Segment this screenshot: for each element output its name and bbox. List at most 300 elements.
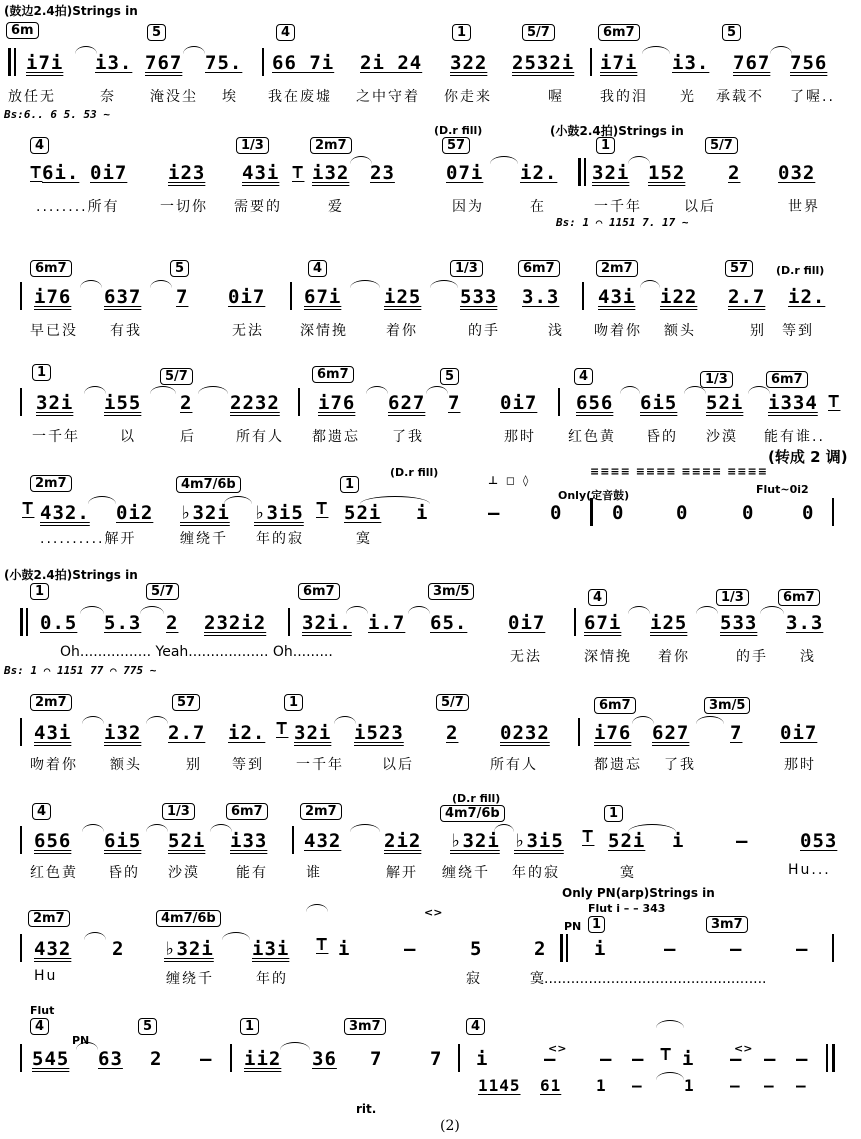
- tie-mark: [84, 932, 106, 940]
- tie-mark: [140, 606, 164, 614]
- note-group: 2: [150, 1048, 163, 1070]
- bottom-note: 1145: [478, 1076, 521, 1095]
- note-group: 52i: [344, 502, 382, 524]
- note-group: i76: [318, 392, 356, 414]
- note-group: 75.: [205, 52, 243, 74]
- bar-line: [262, 48, 264, 76]
- lyric: 因为: [452, 199, 484, 215]
- bottom-note: –: [796, 1076, 807, 1095]
- note-group: ♭3i5: [514, 830, 564, 852]
- chord-box: 1: [604, 805, 623, 822]
- tie-mark: [628, 824, 676, 832]
- tie-mark: [210, 824, 232, 832]
- lyric: 能有谁..: [764, 429, 825, 445]
- lyric: 了我: [664, 757, 696, 773]
- note-group: ♭32i: [450, 830, 500, 852]
- lyric: 别: [186, 757, 202, 773]
- lyric: 奈: [100, 89, 116, 105]
- instrument-label: Flut i – – 343: [588, 902, 666, 915]
- chord-box: 1: [240, 1018, 259, 1035]
- bar-line-glyph: ⊤: [316, 933, 329, 955]
- lyric: 浅: [800, 649, 816, 665]
- chord-box: 6m7: [312, 366, 354, 383]
- note-group: 6i5: [104, 830, 142, 852]
- note-group: 7: [448, 392, 461, 414]
- section-header: (鼓边2.4拍)Strings in: [4, 4, 138, 18]
- lyric: 之中守着: [356, 89, 420, 105]
- note-group: 0i7: [508, 612, 546, 634]
- instrument-label: PN: [564, 920, 582, 933]
- note-group: i7i: [600, 52, 638, 74]
- chord-box: 6m7: [778, 589, 820, 606]
- note-group: 0: [550, 502, 563, 524]
- lyric: 红色黄: [30, 865, 78, 881]
- bass-line: Bs: 1 ⌒ 1151 77 ⌒ 775 ~: [4, 664, 157, 677]
- chord-box: 1: [32, 364, 51, 381]
- note-group: i7i: [26, 52, 64, 74]
- note-group: i: [594, 938, 607, 960]
- tie-mark: [350, 280, 380, 288]
- tie-mark: [75, 46, 97, 54]
- note-group: 152: [648, 162, 686, 184]
- chord-box: 6m7: [518, 260, 560, 277]
- lyric: 沙漠: [168, 865, 200, 881]
- tie-mark: [360, 496, 430, 504]
- note-group: i3.: [672, 52, 710, 74]
- fermata-mark: <>: [548, 1042, 567, 1055]
- bar-line-glyph: ⊤: [276, 717, 289, 739]
- note-group: –: [736, 830, 749, 852]
- tie-mark: [84, 386, 106, 394]
- bar-line: [578, 158, 581, 186]
- lyric: 浅: [548, 323, 564, 339]
- lyric: 年的寂: [256, 531, 304, 547]
- chord-box: 2m7: [310, 137, 352, 154]
- lyric: 世界: [788, 199, 820, 215]
- note-group: i32: [312, 162, 350, 184]
- tie-mark: [80, 280, 102, 288]
- bar-line: [578, 718, 580, 746]
- note-group: 2: [534, 938, 547, 960]
- note-group: 756: [790, 52, 828, 74]
- note-group: 7: [370, 1048, 383, 1070]
- note-group: 52i: [608, 830, 646, 852]
- lyric: 深情挽: [584, 649, 632, 665]
- lyric: 额头: [664, 323, 696, 339]
- tie-mark: [146, 824, 168, 832]
- note-group: 032: [778, 162, 816, 184]
- bar-line: [20, 718, 22, 746]
- tie-mark: [146, 716, 168, 724]
- lyric: 着你: [658, 649, 690, 665]
- bar-line: [826, 1044, 828, 1072]
- chord-box: 3m7: [344, 1018, 386, 1035]
- lyric: 谁: [306, 865, 322, 881]
- note-group: 053: [800, 830, 838, 852]
- lyric: 光: [680, 89, 696, 105]
- section-header: Only PN(arp)Strings in: [562, 886, 715, 900]
- bar-line-glyph: ⊤: [292, 161, 305, 183]
- note-group: 32i.: [302, 612, 352, 634]
- lyric: 等到: [232, 757, 264, 773]
- note-group: 656: [34, 830, 72, 852]
- note-group: 0i7: [780, 722, 818, 744]
- lyric: 放任无: [8, 89, 56, 105]
- lyric: 寞: [356, 531, 372, 547]
- lyric: 所有人: [236, 429, 284, 445]
- lyric: 需要的: [234, 199, 282, 215]
- tie-mark: [82, 824, 104, 832]
- lyric: 了喔..: [790, 89, 835, 105]
- tie-mark: [350, 824, 380, 832]
- note-group: 2532i: [512, 52, 575, 74]
- note-group: 2: [728, 162, 741, 184]
- lyric: 爱: [328, 199, 344, 215]
- lyric: 别: [750, 323, 766, 339]
- lyric: 一千年: [296, 757, 344, 773]
- note-group: 533: [720, 612, 758, 634]
- chord-box: 6m: [6, 22, 39, 39]
- note-group: 2i2: [384, 830, 422, 852]
- note-group: 637: [104, 286, 142, 308]
- note-group: 0.5: [40, 612, 78, 634]
- bar-line-glyph: ⊤: [660, 1043, 673, 1065]
- chord-box: 3m/5: [428, 583, 474, 600]
- bar-line: [8, 48, 11, 76]
- chord-box: 4: [30, 137, 49, 154]
- tie-mark: [198, 386, 228, 394]
- bass-line: Bs:6.. 6 5. 53 ~: [4, 108, 110, 121]
- lyric: 昏的: [108, 865, 140, 881]
- tie-mark: [696, 716, 724, 724]
- note-group: i55: [104, 392, 142, 414]
- lyric: 以后: [684, 199, 716, 215]
- chord-box: 5/7: [705, 137, 738, 154]
- chord-box: 6m7: [594, 697, 636, 714]
- section-header: (小鼓2.4拍)Strings in: [550, 124, 684, 138]
- tie-mark: [150, 280, 172, 288]
- note-group: 2: [112, 938, 125, 960]
- bar-line: [590, 48, 592, 76]
- bar-line: [20, 826, 22, 854]
- bar-line: [26, 608, 28, 636]
- lyric: 吻着你: [594, 323, 642, 339]
- chord-box: 5/7: [522, 24, 555, 41]
- note-group: 63: [98, 1048, 123, 1070]
- note-group: 0i7: [228, 286, 266, 308]
- tie-mark: [88, 496, 116, 504]
- note-group: i76: [34, 286, 72, 308]
- lyric: 一千年: [32, 429, 80, 445]
- lyric: Hu...: [788, 862, 831, 878]
- note-group: 67i: [584, 612, 622, 634]
- note-group: 2232: [230, 392, 280, 414]
- chord-box: 5/7: [146, 583, 179, 600]
- lyric: 年的寂: [512, 865, 560, 881]
- note-group: 432: [304, 830, 342, 852]
- note-group: –: [730, 1048, 743, 1070]
- bottom-note: 1: [596, 1076, 607, 1095]
- tie-mark: [224, 496, 252, 504]
- note-group: –: [796, 1048, 809, 1070]
- tie-mark: [430, 280, 458, 288]
- lyric: 的手: [468, 323, 500, 339]
- note-group: i25: [650, 612, 688, 634]
- lyric: 一千年: [594, 199, 642, 215]
- note-group: 2: [180, 392, 193, 414]
- note-group: 0: [802, 502, 815, 524]
- bar-line: [584, 158, 586, 186]
- note-group: –: [730, 938, 743, 960]
- tie-mark: [494, 824, 514, 832]
- chord-box: 4: [588, 589, 607, 606]
- bar-line: [20, 1044, 22, 1072]
- bar-line-glyph: ⊤: [582, 825, 595, 847]
- lyric: Hu: [34, 968, 58, 984]
- chord-box: 5: [170, 260, 189, 277]
- chord-box: 4: [276, 24, 295, 41]
- bar-line: [458, 1044, 460, 1072]
- bottom-note: 61: [540, 1076, 562, 1095]
- lyric: 了我: [392, 429, 424, 445]
- chord-box: 6m7: [30, 260, 72, 277]
- bar-line: [290, 282, 292, 310]
- lyric: 的手: [736, 649, 768, 665]
- note-group: 627: [388, 392, 426, 414]
- chord-box: 6m7: [226, 803, 268, 820]
- note-group: 232i2: [204, 612, 267, 634]
- chord-box: 4m7/6b: [440, 805, 505, 822]
- section-header: (小鼓2.4拍)Strings in: [4, 568, 138, 582]
- bottom-note: –: [764, 1076, 775, 1095]
- chord-box: 5/7: [436, 694, 469, 711]
- chord-box: 1: [452, 24, 471, 41]
- lyric: 那时: [504, 429, 536, 445]
- rhythm-marks: ≡≡≡≡ ≡≡≡≡ ≡≡≡≡ ≡≡≡≡: [590, 465, 768, 478]
- drum-fill-label: (D.r fill): [390, 466, 439, 479]
- lyric: 解开: [386, 865, 418, 881]
- note-group: ♭32i: [180, 502, 230, 524]
- tie-mark: [150, 386, 176, 394]
- chord-box: 1: [596, 137, 615, 154]
- tie-mark: [628, 156, 650, 164]
- lyric: 缠绕千: [442, 865, 490, 881]
- note-group: 7: [430, 1048, 443, 1070]
- instrument-label: Flut: [30, 1004, 55, 1017]
- bar-line: [14, 48, 16, 76]
- bar-line: [560, 934, 563, 962]
- key-change-note: (转成 2 调): [768, 448, 848, 466]
- chord-box: 1: [340, 476, 359, 493]
- note-group: 432.: [40, 502, 90, 524]
- note-group: ♭32i: [164, 938, 214, 960]
- note-group: 0i7: [500, 392, 538, 414]
- fermata-mark: <>: [734, 1042, 753, 1055]
- lyric: 在: [530, 199, 546, 215]
- lyric: 都遗忘: [312, 429, 360, 445]
- lyric: 额头: [110, 757, 142, 773]
- note-group: –: [664, 938, 677, 960]
- tie-mark: [350, 156, 372, 164]
- note-group: 0i2: [116, 502, 154, 524]
- chord-box: 4m7/6b: [156, 910, 221, 927]
- chord-box: 2m7: [30, 475, 72, 492]
- lyric: 有我: [110, 323, 142, 339]
- bar-line: [20, 934, 22, 962]
- note-group: 3.3: [522, 286, 560, 308]
- note-group: 0: [676, 502, 689, 524]
- note-group: 2.7: [728, 286, 766, 308]
- bar-line: [20, 608, 23, 636]
- bar-line: [558, 388, 560, 416]
- note-group: i: [338, 938, 351, 960]
- lyric: 早已没: [30, 323, 78, 339]
- chord-box: 4: [466, 1018, 485, 1035]
- note-group: 2: [166, 612, 179, 634]
- note-group: i22: [660, 286, 698, 308]
- bar-line: [288, 608, 290, 636]
- bar-line-glyph: ⊤: [30, 161, 43, 183]
- chord-box: 2m7: [28, 910, 70, 927]
- note-group: 7: [176, 286, 189, 308]
- drum-fill-label: (D.r fill): [776, 264, 825, 277]
- lyric: 寞: [620, 865, 636, 881]
- note-group: –: [796, 938, 809, 960]
- lyric: 沙漠: [706, 429, 738, 445]
- note-group: 66 7i: [272, 52, 335, 74]
- lyric: 一切你: [160, 199, 208, 215]
- tie-mark: [490, 156, 518, 164]
- lyric: 后: [180, 429, 196, 445]
- page-number: (2): [440, 1118, 460, 1134]
- chord-box: 2m7: [300, 803, 342, 820]
- tie-mark: [628, 606, 650, 614]
- fermata-mark: <>: [424, 906, 443, 919]
- lyric: 埃: [222, 89, 238, 105]
- tie-mark: [696, 606, 718, 614]
- note-group: 43i: [242, 162, 280, 184]
- tie-mark: [82, 716, 104, 724]
- drum-fill-label: (D.r fill): [452, 792, 501, 805]
- lyric: ........所有: [36, 199, 120, 215]
- chord-box: 1/3: [162, 803, 195, 820]
- drum-fill-label: (D.r fill): [434, 124, 483, 137]
- lyric: 淹没尘: [150, 89, 198, 105]
- note-group: 0i7: [90, 162, 128, 184]
- note-group: 656: [576, 392, 614, 414]
- bar-line: [832, 1044, 835, 1072]
- lyric: 无法: [510, 649, 542, 665]
- note-group: i: [476, 1048, 489, 1070]
- tie-mark: [346, 606, 368, 614]
- note-group: 43i: [34, 722, 72, 744]
- chord-box: 6m7: [766, 371, 808, 388]
- lyric: 缠绕千: [166, 971, 214, 987]
- chord-box: 4: [30, 1018, 49, 1035]
- note-group: i: [416, 502, 429, 524]
- chord-box: 4m7/6b: [176, 476, 241, 493]
- note-group: i2.: [788, 286, 826, 308]
- tie-mark: [642, 46, 670, 54]
- bottom-note: –: [632, 1076, 643, 1095]
- tie-mark: [280, 1042, 310, 1050]
- note-group: 322: [450, 52, 488, 74]
- chord-box: 5: [722, 24, 741, 41]
- note-group: 23: [370, 162, 395, 184]
- note-group: 67i: [304, 286, 342, 308]
- note-group: 52i: [168, 830, 206, 852]
- instrument-label: Only(定音鼓): [558, 489, 630, 502]
- rhythm-marks: ⊥ ◻ ◊: [488, 474, 531, 487]
- note-group: –: [544, 1048, 557, 1070]
- note-group: 5: [470, 938, 483, 960]
- tie-mark: [620, 386, 640, 394]
- bar-line: [574, 608, 576, 636]
- bar-line: [832, 934, 834, 962]
- bass-line: Bs: 1 ⌒ 1151 7. 17 ~: [556, 216, 689, 229]
- lyric: 缠绕千: [180, 531, 228, 547]
- note-group: i: [682, 1048, 695, 1070]
- note-group: 65.: [430, 612, 468, 634]
- tie-mark: [334, 716, 356, 724]
- note-group: i3i: [252, 938, 290, 960]
- chord-box: 1: [284, 694, 303, 711]
- chord-box: 57: [172, 694, 200, 711]
- lyric: 所有人: [490, 757, 538, 773]
- lyric: 我在废墟: [268, 89, 332, 105]
- lyric: 我的泪: [600, 89, 648, 105]
- note-group: 6i5: [640, 392, 678, 414]
- note-group: 07i: [446, 162, 484, 184]
- note-group: 533: [460, 286, 498, 308]
- tie-mark: [366, 386, 388, 394]
- lyric: 等到: [782, 323, 814, 339]
- note-group: 2.7: [168, 722, 206, 744]
- note-group: i3.: [95, 52, 133, 74]
- lyric: 以后: [382, 757, 414, 773]
- tie-mark: [306, 904, 328, 912]
- lyric: 那时: [784, 757, 816, 773]
- note-group: –: [632, 1048, 645, 1070]
- tie-mark: [183, 46, 205, 54]
- note-group: 627: [652, 722, 690, 744]
- note-group: 5.3: [104, 612, 142, 634]
- note-group: 6i.: [42, 162, 80, 184]
- bar-line: [292, 826, 294, 854]
- chord-box: 4: [308, 260, 327, 277]
- note-group: 545: [32, 1048, 70, 1070]
- note-group: i23: [168, 162, 206, 184]
- lyric: 都遗忘: [594, 757, 642, 773]
- lyric: 喔: [548, 89, 564, 105]
- bar-line: [566, 934, 568, 962]
- chord-box: 1/3: [716, 589, 749, 606]
- tie-mark: [760, 606, 784, 614]
- note-group: 32i: [36, 392, 74, 414]
- lyric: 能有: [236, 865, 268, 881]
- lyric: 寂: [466, 971, 482, 987]
- note-group: i334: [768, 392, 818, 414]
- note-group: 52i: [706, 392, 744, 414]
- chord-box: 4: [32, 803, 51, 820]
- chord-box: 5/7: [160, 368, 193, 385]
- note-group: i523: [354, 722, 404, 744]
- note-group: 0: [742, 502, 755, 524]
- chord-box: 6m7: [598, 24, 640, 41]
- lyric: Oh................ Yeah.................. Oh.........: [60, 644, 333, 660]
- lyric: 深情挽: [300, 323, 348, 339]
- note-group: i25: [384, 286, 422, 308]
